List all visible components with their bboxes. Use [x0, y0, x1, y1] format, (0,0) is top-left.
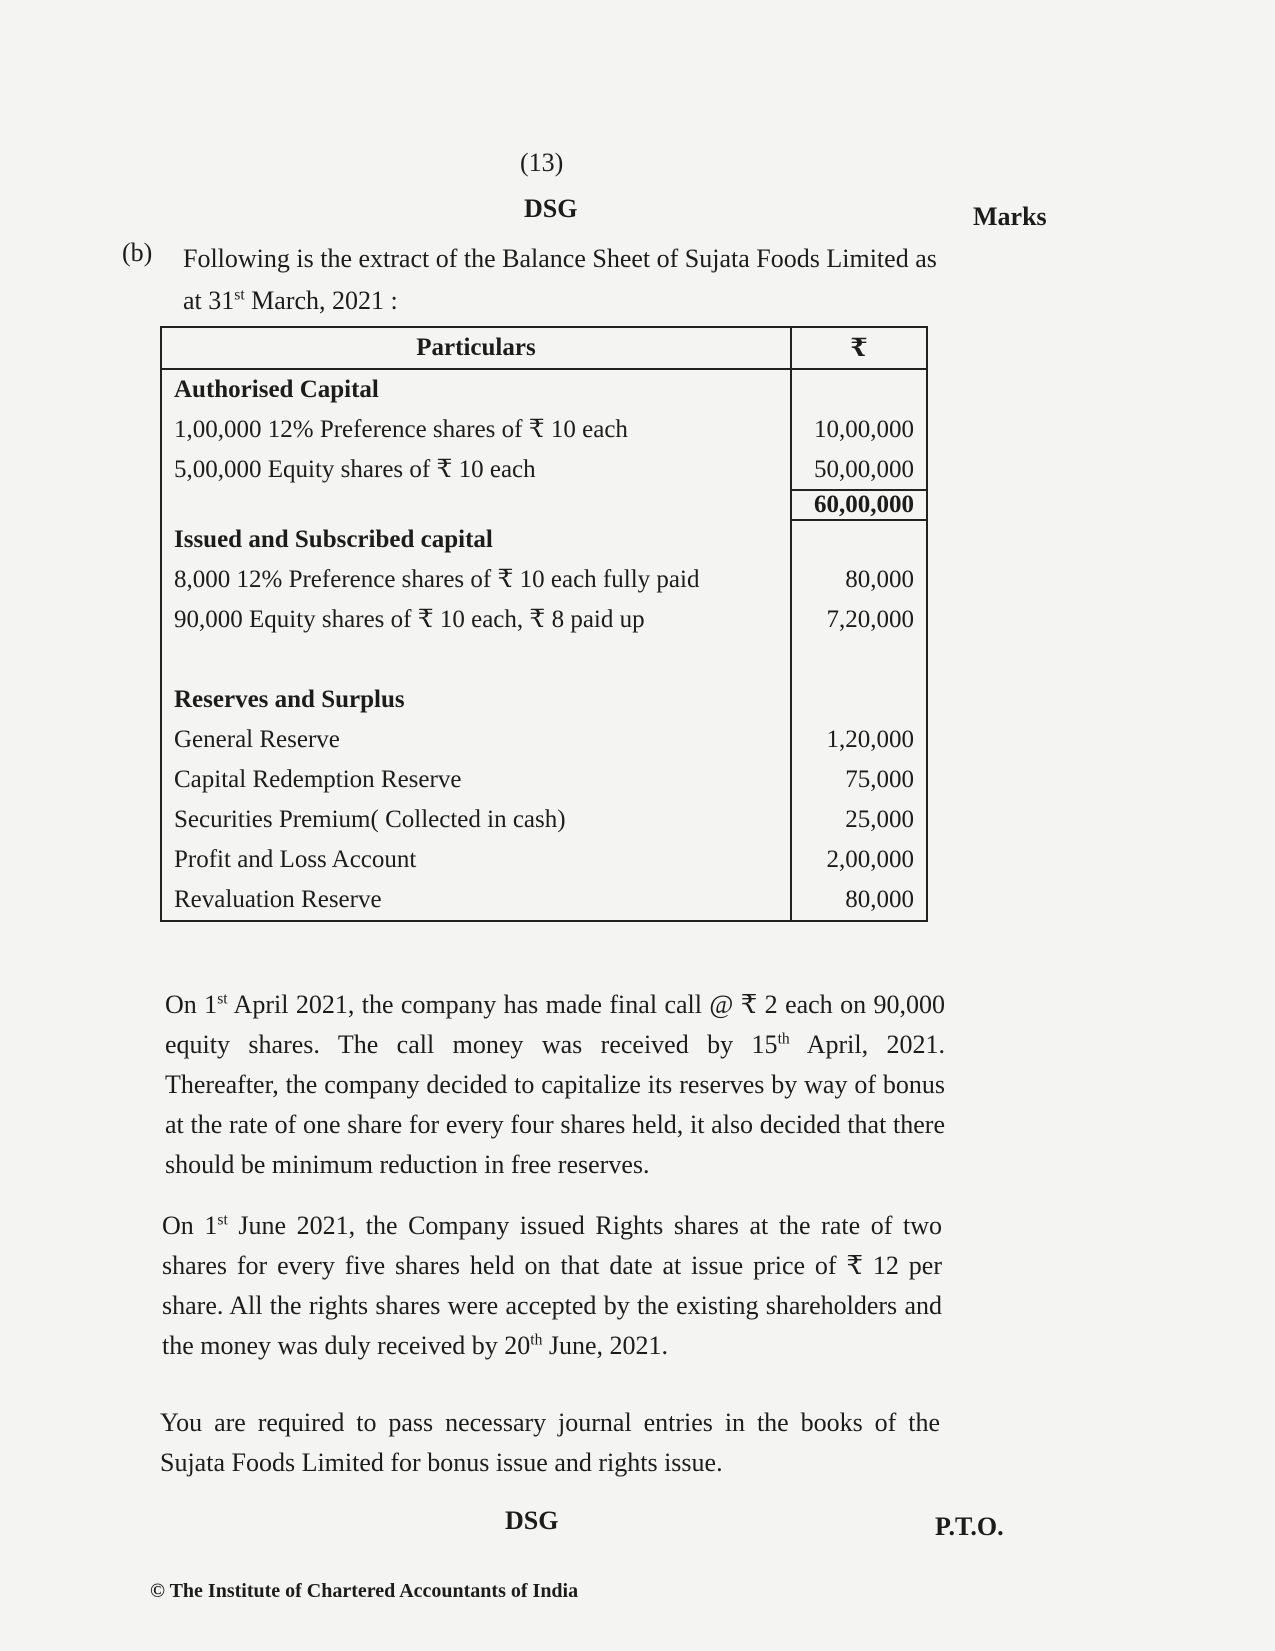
row-amount: 2,00,000	[791, 840, 927, 880]
row-label: Capital Redemption Reserve	[161, 760, 791, 800]
row-label: Revaluation Reserve	[161, 880, 791, 921]
marks-label: Marks	[973, 202, 1047, 231]
row-label: 90,000 Equity shares of ₹ 10 each, ₹ 8 paid up	[161, 600, 791, 640]
row-amount: 7,20,000	[791, 600, 927, 640]
paragraph-rights-issue: On 1st June 2021, the Company issued Rights shares at the rate of two shares for every five shares held on that date at issue price of ₹ 12 per share. All the rights shares were accepted by the existing shareholders and the money was duly received by 20th June, 2021.	[162, 1211, 942, 1360]
paper-code: DSG	[524, 194, 578, 223]
pto-label: P.T.O.	[935, 1512, 1004, 1541]
table-row	[161, 720, 927, 760]
row-amount: 50,00,000	[791, 450, 927, 490]
row-amount: 80,000	[791, 560, 927, 600]
table-header-row	[161, 327, 927, 369]
paper-code-footer: DSG	[505, 1506, 559, 1535]
paragraph-requirement: You are required to pass necessary journal entries in the books of the Sujata Foods Limited for bonus issue and rights issue.	[160, 1408, 940, 1477]
question-label: (b)	[122, 238, 153, 267]
copyright-notice: © The Institute of Chartered Accountants of India	[150, 1580, 579, 1602]
row-amount: 25,000	[791, 800, 927, 840]
table-row	[161, 560, 927, 600]
authorised-total: 60,00,000	[791, 490, 927, 520]
intro-text: Following is the extract of the Balance Sheet of Sujata Foods Limited as at 31	[183, 244, 937, 315]
balance-sheet-table	[160, 326, 928, 922]
row-label: Securities Premium( Collected in cash)	[161, 800, 791, 840]
question-intro	[183, 238, 953, 322]
issued-heading: Issued and Subscribed capital	[161, 520, 791, 560]
table-row	[161, 800, 927, 840]
authorised-heading: Authorised Capital	[161, 369, 791, 410]
row-label: 5,00,000 Equity shares of ₹ 10 each	[161, 450, 791, 490]
table-row	[161, 490, 927, 520]
table-row	[161, 840, 927, 880]
table-row	[161, 760, 927, 800]
amount-header: ₹	[791, 327, 927, 369]
row-label: General Reserve	[161, 720, 791, 760]
intro-sup: st	[234, 286, 245, 304]
table-row	[161, 640, 927, 680]
row-label: 8,000 12% Preference shares of ₹ 10 each fully paid	[161, 560, 791, 600]
table-row	[161, 880, 927, 921]
row-amount: 75,000	[791, 760, 927, 800]
row-amount: 1,20,000	[791, 720, 927, 760]
reserves-heading: Reserves and Surplus	[161, 680, 791, 720]
table-row	[161, 520, 927, 560]
row-amount: 80,000	[791, 880, 927, 921]
table-row	[161, 600, 927, 640]
table-row	[161, 450, 927, 490]
row-label: 1,00,000 12% Preference shares of ₹ 10 each	[161, 410, 791, 450]
intro-text-end: March, 2021 :	[244, 286, 398, 315]
page-number: (13)	[520, 148, 564, 177]
row-amount: 10,00,000	[791, 410, 927, 450]
table-row	[161, 369, 927, 410]
particulars-header: Particulars	[161, 327, 791, 369]
paragraph-final-call: On 1st April 2021, the company has made final call @ ₹ 2 each on 90,000 equity shares. The call money was received by 15th April, 2021. Thereafter, the company decided to capitalize its reserves by way of bonus at the rate of one share for every four shares held, it also decided that there should be minimum reduction in free reserves.	[165, 990, 945, 1179]
table-row	[161, 680, 927, 720]
row-label: Profit and Loss Account	[161, 840, 791, 880]
table-row	[161, 410, 927, 450]
